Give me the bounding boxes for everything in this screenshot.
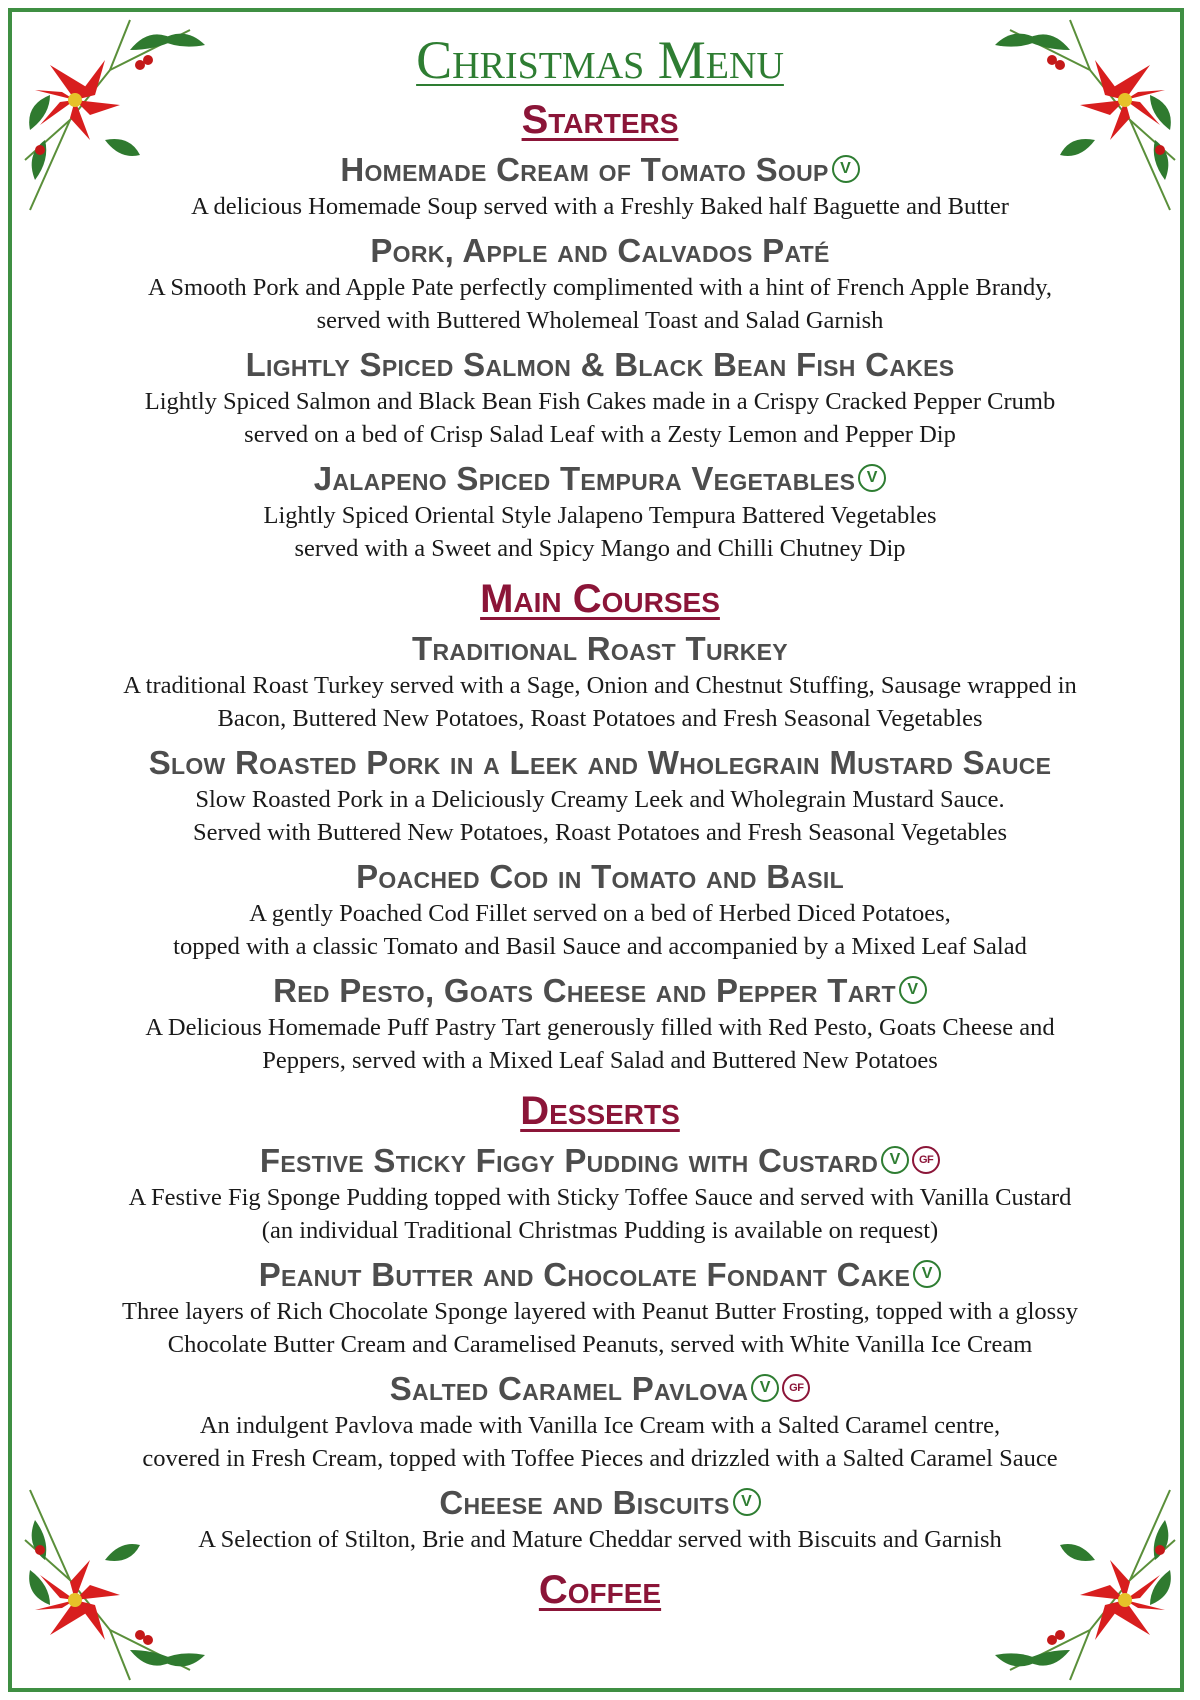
item-description: Bacon, Buttered New Potatoes, Roast Potatoes and Fresh Seasonal Vegetables <box>217 705 983 732</box>
item-description: (an individual Traditional Christmas Pudding is available on request) <box>261 1217 939 1244</box>
item-description: A Delicious Homemade Puff Pastry Tart generously filled with Red Pesto, Goats Cheese and <box>145 1014 1055 1041</box>
item-description: A Selection of Stilton, Brie and Mature Cheddar served with Biscuits and Garnish <box>198 1526 1002 1553</box>
menu-item <box>40 150 1160 223</box>
menu-item <box>40 459 1160 565</box>
desserts-section <box>40 1087 1160 1556</box>
item-description: topped with a classic Tomato and Basil Sauce and accompanied by a Mixed Leaf Salad <box>173 933 1027 960</box>
item-name: Pork, Apple and Calvados Paté <box>370 232 830 269</box>
menu-item <box>40 231 1160 337</box>
vegetarian-icon: V <box>899 976 927 1004</box>
menu-item <box>40 857 1160 963</box>
page-title: Christmas Menu <box>416 30 784 90</box>
item-name: Cheese and Biscuits <box>439 1484 730 1521</box>
section-title-coffee: Coffee <box>538 1568 662 1612</box>
item-name: Traditional Roast Turkey <box>412 630 788 667</box>
item-description: served with Buttered Wholemeal Toast and Salad Garnish <box>316 307 884 334</box>
section-title-starters: Starters <box>521 98 679 142</box>
item-description: Chocolate Butter Cream and Caramelised Peanuts, served with White Vanilla Ice Cream <box>167 1331 1033 1358</box>
vegetarian-icon: V <box>881 1146 909 1174</box>
vegetarian-icon: V <box>832 155 860 183</box>
item-description: A gently Poached Cod Fillet served on a bed of Herbed Diced Potatoes, <box>249 900 951 927</box>
item-name: Red Pesto, Goats Cheese and Pepper Tart <box>273 972 896 1009</box>
menu-item <box>40 1255 1160 1361</box>
item-description: served on a bed of Crisp Salad Leaf with a Zesty Lemon and Pepper Dip <box>244 421 956 448</box>
item-description: covered in Fresh Cream, topped with Toffee Pieces and drizzled with a Salted Caramel Sauce <box>142 1445 1058 1472</box>
item-description: Three layers of Rich Chocolate Sponge layered with Peanut Butter Frosting, topped with a glossy <box>122 1298 1078 1325</box>
item-name: Slow Roasted Pork in a Leek and Wholegrain Mustard Sauce <box>148 744 1052 781</box>
item-name: Peanut Butter and Chocolate Fondant Cake <box>258 1256 911 1293</box>
menu-item <box>40 743 1160 849</box>
menu-item <box>40 1483 1160 1556</box>
menu-item <box>40 345 1160 451</box>
section-title-desserts: Desserts <box>520 1089 680 1133</box>
item-name: Homemade Cream of Tomato Soup <box>340 151 829 188</box>
item-description: Peppers, served with a Mixed Leaf Salad and Buttered New Potatoes <box>262 1047 938 1074</box>
menu-content <box>40 20 1160 1624</box>
item-name: Salted Caramel Pavlova <box>389 1370 749 1407</box>
menu-item <box>40 1141 1160 1247</box>
item-description: Lightly Spiced Salmon and Black Bean Fish Cakes made in a Crispy Cracked Pepper Crumb <box>144 388 1056 415</box>
vegetarian-icon: V <box>913 1260 941 1288</box>
gluten-free-icon: GF <box>782 1374 810 1402</box>
section-title-mains: Main Courses <box>480 577 720 621</box>
item-description: A Smooth Pork and Apple Pate perfectly complimented with a hint of French Apple Brandy, <box>147 274 1053 301</box>
item-name: Lightly Spiced Salmon & Black Bean Fish Cakes <box>245 346 955 383</box>
item-description: A Festive Fig Sponge Pudding topped with Sticky Toffee Sauce and served with Vanilla Custard <box>128 1184 1072 1211</box>
item-description: An indulgent Pavlova made with Vanilla Ice Cream with a Salted Caramel centre, <box>199 1412 1001 1439</box>
item-description: served with a Sweet and Spicy Mango and Chilli Chutney Dip <box>294 535 906 562</box>
starters-section <box>40 96 1160 565</box>
menu-item <box>40 629 1160 735</box>
coffee-section <box>40 1566 1160 1614</box>
mains-section <box>40 575 1160 1077</box>
vegetarian-icon: V <box>751 1374 779 1402</box>
menu-item <box>40 1369 1160 1475</box>
item-description: Slow Roasted Pork in a Deliciously Creamy Leek and Wholegrain Mustard Sauce. <box>195 786 1005 813</box>
item-name: Jalapeno Spiced Tempura Vegetables <box>313 460 856 497</box>
gluten-free-icon: GF <box>912 1146 940 1174</box>
vegetarian-icon: V <box>733 1488 761 1516</box>
vegetarian-icon: V <box>858 464 886 492</box>
item-description: Served with Buttered New Potatoes, Roast Potatoes and Fresh Seasonal Vegetables <box>192 819 1008 846</box>
item-description: Lightly Spiced Oriental Style Jalapeno Tempura Battered Vegetables <box>263 502 937 529</box>
item-name: Poached Cod in Tomato and Basil <box>356 858 844 895</box>
menu-item <box>40 971 1160 1077</box>
item-description: A traditional Roast Turkey served with a Sage, Onion and Chestnut Stuffing, Sausage wrapped in <box>123 672 1077 699</box>
item-name: Festive Sticky Figgy Pudding with Custard <box>259 1142 879 1179</box>
item-description: A delicious Homemade Soup served with a Freshly Baked half Baguette and Butter <box>191 193 1009 220</box>
